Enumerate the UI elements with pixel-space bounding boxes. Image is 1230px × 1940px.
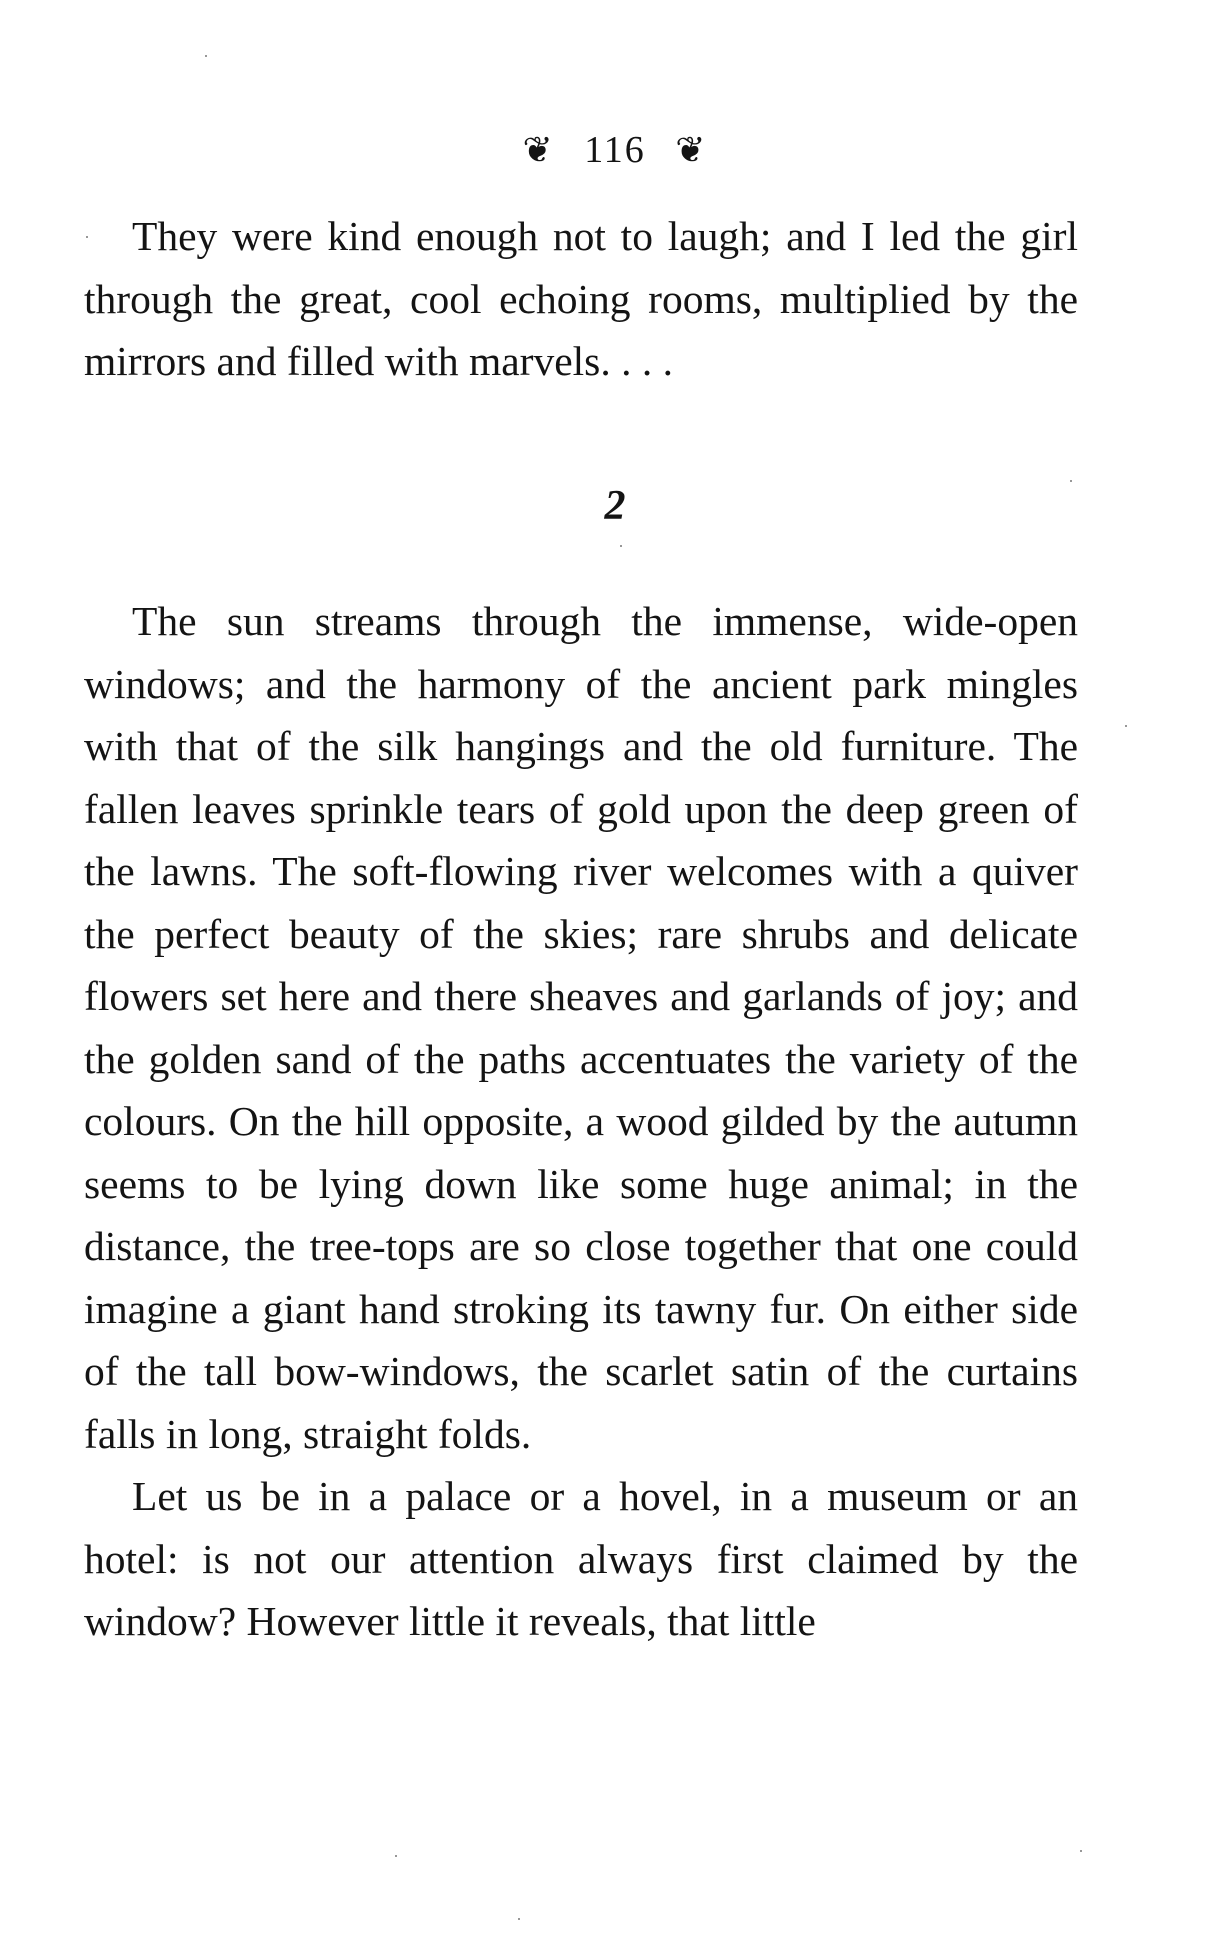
paper-speck [1070, 480, 1072, 482]
paper-speck [205, 55, 207, 57]
page-header [0, 128, 1230, 172]
fleuron-right-icon: ❦ [675, 130, 708, 170]
paper-speck [518, 1918, 520, 1920]
fleuron-left-icon: ❦ [522, 130, 555, 170]
text-block-top [84, 205, 1078, 393]
paper-speck [620, 545, 622, 547]
paragraph: Let us be in a palace or a hovel, in a museum or an hotel: is not our attention always first claimed by the window? However little it reveals, that little [84, 1473, 1078, 1644]
paper-speck [86, 236, 88, 238]
page-number: 116 [584, 129, 646, 171]
text-block-bottom [84, 590, 1078, 1653]
paper-speck [1080, 1850, 1082, 1852]
paper-speck [1125, 725, 1127, 727]
paper-speck [395, 1855, 397, 1857]
paragraph: The sun streams through the immense, wide-open windows; and the harmony of the ancient park mingles with that of the silk hangings and the old furniture. The fallen leaves sprinkle tears of gold upon the deep green of the lawns. The soft-flowing river welcomes with a quiver the perfect beauty of the skies; rare shrubs and delicate flowers set here and there sheaves and garlands of joy; and the golden sand of the paths accentuates the variety of the colours. On the hill opposite, a wood gilded by the autumn seems to be lying down like some huge animal; in the distance, the tree-tops are so close together that one could imagine a giant hand stroking its tawny fur. On either side of the tall bow-windows, the scarlet satin of the curtains falls in long, straight folds. [84, 598, 1078, 1457]
paragraph: They were kind enough not to laugh; and I led the girl through the great, cool echoing rooms, multiplied by the mirrors and filled with marvels. . . . [84, 213, 1078, 384]
section-number: 2 [604, 483, 626, 529]
